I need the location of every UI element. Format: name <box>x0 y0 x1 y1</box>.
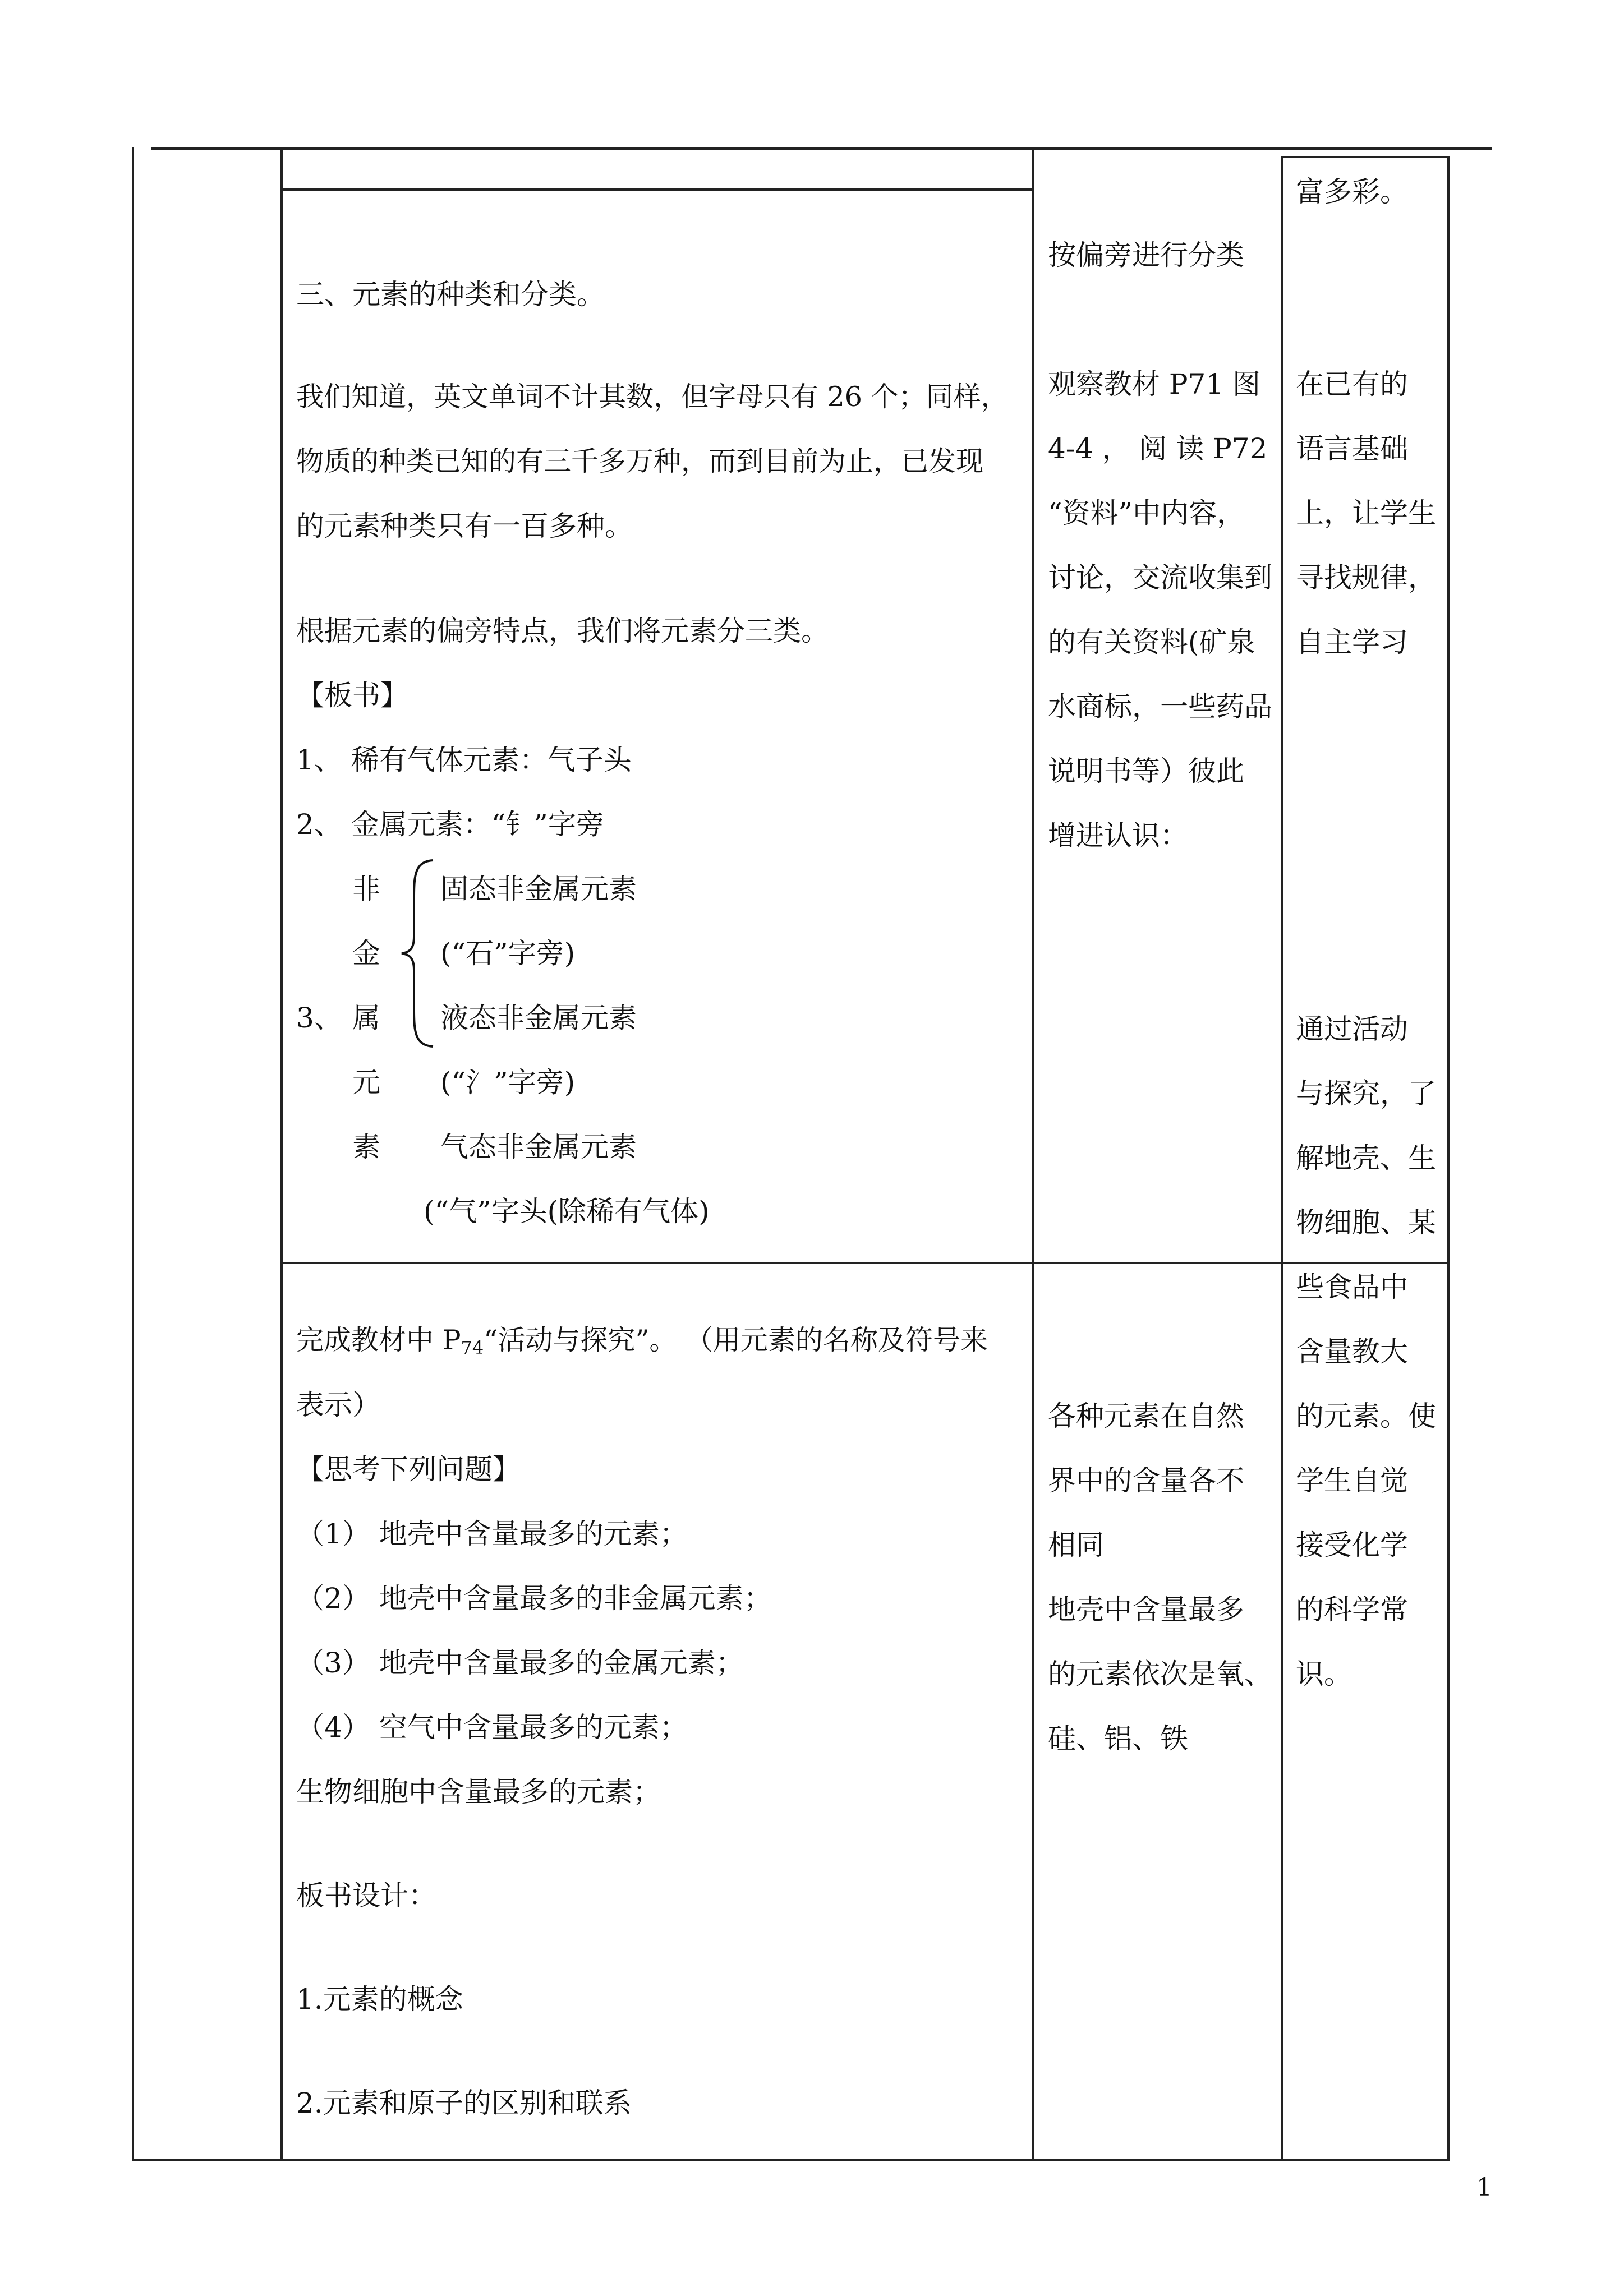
activity-line-1 <box>296 1324 988 1364</box>
col-line-3 <box>1032 147 1034 2161</box>
activity-line-1-pre: 完成教材中 P <box>296 1324 461 1356</box>
think-label: 【思考下列问题】 <box>296 1453 521 1486</box>
col4b-line-11: 识。 <box>1296 1658 1352 1690</box>
board-design-2: 2.元素和原子的区别和联系 <box>296 2087 632 2119</box>
col-line-4 <box>1281 156 1283 2161</box>
activity-page-sub: 74 <box>461 1337 484 1358</box>
question-1: （1） 地壳中含量最多的元素； <box>296 1518 688 1550</box>
col3-line-1: 按偏旁进行分类 <box>1048 239 1244 271</box>
col3-line-7: 水商标，一些药品 <box>1048 690 1272 723</box>
para2: 根据元素的偏旁特点，我们将元素分三类。 <box>296 615 829 647</box>
item3-char-3: 属 <box>352 1002 380 1034</box>
section3-heading: 三、元素的种类和分类。 <box>296 278 605 311</box>
activity-line-2: 表示） <box>296 1389 380 1421</box>
nonmetal-liquid: 液态非金属元素 <box>440 1002 637 1034</box>
item1: 1、 稀有气体元素：气子头 <box>296 744 632 776</box>
nonmetal-liquid-note: (“氵”字旁) <box>440 1066 576 1099</box>
nonmetal-solid: 固态非金属元素 <box>440 873 637 905</box>
nonmetal-gas-note: (“气”字头(除稀有气体) <box>424 1195 710 1228</box>
item3-char-2: 金 <box>352 937 380 970</box>
col4b-line-1: 通过活动 <box>1296 1013 1408 1045</box>
col4b-line-10: 的科学常 <box>1296 1593 1408 1626</box>
col3-line-6: 的有关资料(矿泉 <box>1048 626 1255 658</box>
question-2: （2） 地壳中含量最多的非金属元素； <box>296 1582 772 1615</box>
top-rule <box>151 147 1492 150</box>
col3-line-9: 增进认识： <box>1048 819 1188 852</box>
col3-line-4: “资料”中内容， <box>1048 497 1245 529</box>
board-design-1: 1.元素的概念 <box>296 1983 463 2016</box>
para1-line3: 的元素种类只有一百多种。 <box>296 510 633 542</box>
activity-line-1-post: “活动与探究”。 （用元素的名称及符号来 <box>484 1324 988 1356</box>
col3-line-2: 观察教材 P71 图 <box>1048 368 1261 400</box>
col4b-line-5: 些食品中 <box>1296 1271 1408 1303</box>
para1-line2: 物质的种类已知的有三千多万种，而到目前为止，已发现 <box>296 445 984 477</box>
col4-line-1: 在已有的 <box>1296 368 1408 400</box>
col4-line-2: 语言基础 <box>1296 432 1408 465</box>
bottom-rule <box>132 2159 1450 2161</box>
col4b-line-6: 含量教大 <box>1296 1335 1408 1368</box>
col-line-2 <box>280 147 283 2161</box>
item3-number: 3、 <box>296 1002 342 1034</box>
col3b-line-6: 硅、铝、铁 <box>1048 1722 1188 1755</box>
col4b-line-9: 接受化学 <box>1296 1529 1408 1561</box>
page-number: 1 <box>1476 2173 1492 2202</box>
board-design-label: 板书设计： <box>296 1879 436 1912</box>
col3-line-5: 讨论，交流收集到 <box>1048 561 1272 594</box>
col4-top-rule <box>1282 156 1450 158</box>
row-rule-2 <box>280 1262 1449 1264</box>
nonmetal-solid-note: (“石”字旁) <box>440 937 576 970</box>
col4b-line-2: 与探究，了 <box>1296 1077 1436 1110</box>
col3b-line-2: 界中的含量各不 <box>1048 1464 1244 1497</box>
row-rule-1 <box>280 188 1033 191</box>
question-3: （3） 地壳中含量最多的金属元素； <box>296 1647 744 1679</box>
col-line-5 <box>1447 156 1450 2161</box>
col3b-line-1: 各种元素在自然 <box>1048 1400 1244 1432</box>
col3-line-8: 说明书等）彼此 <box>1048 755 1244 787</box>
col4-line-5: 自主学习 <box>1296 626 1408 658</box>
left-brace <box>398 858 438 1049</box>
item3-char-1: 非 <box>352 873 380 905</box>
col3b-line-3: 相同 <box>1048 1529 1104 1561</box>
col4b-line-3: 解地壳、生 <box>1296 1142 1436 1174</box>
item3-char-4: 元 <box>352 1066 380 1099</box>
nonmetal-gas: 气态非金属元素 <box>440 1131 637 1163</box>
board-label: 【板书】 <box>296 679 408 712</box>
question-5: 生物细胞中含量最多的元素； <box>296 1776 661 1808</box>
col4-line-4: 寻找规律， <box>1296 561 1436 594</box>
col3b-line-5: 的元素依次是氧、 <box>1048 1658 1272 1690</box>
para1-line1: 我们知道，英文单词不计其数，但字母只有 26 个；同样， <box>296 381 1009 413</box>
item3-char-5: 素 <box>352 1131 380 1163</box>
item2: 2、 金属元素：“钅”字旁 <box>296 808 604 841</box>
col4-top-text: 富多彩。 <box>1296 176 1408 208</box>
col4b-line-8: 学生自觉 <box>1296 1464 1408 1497</box>
col4b-line-7: 的元素。使 <box>1296 1400 1436 1432</box>
col-line-1 <box>132 147 134 2161</box>
col3b-line-4: 地壳中含量最多 <box>1048 1593 1244 1626</box>
col4b-line-4: 物细胞、某 <box>1296 1206 1436 1239</box>
col3-line-3: 4-4 ， 阅 读 P72 <box>1048 432 1268 465</box>
question-4: （4） 空气中含量最多的元素； <box>296 1711 688 1744</box>
col4-line-3: 上，让学生 <box>1296 497 1436 529</box>
